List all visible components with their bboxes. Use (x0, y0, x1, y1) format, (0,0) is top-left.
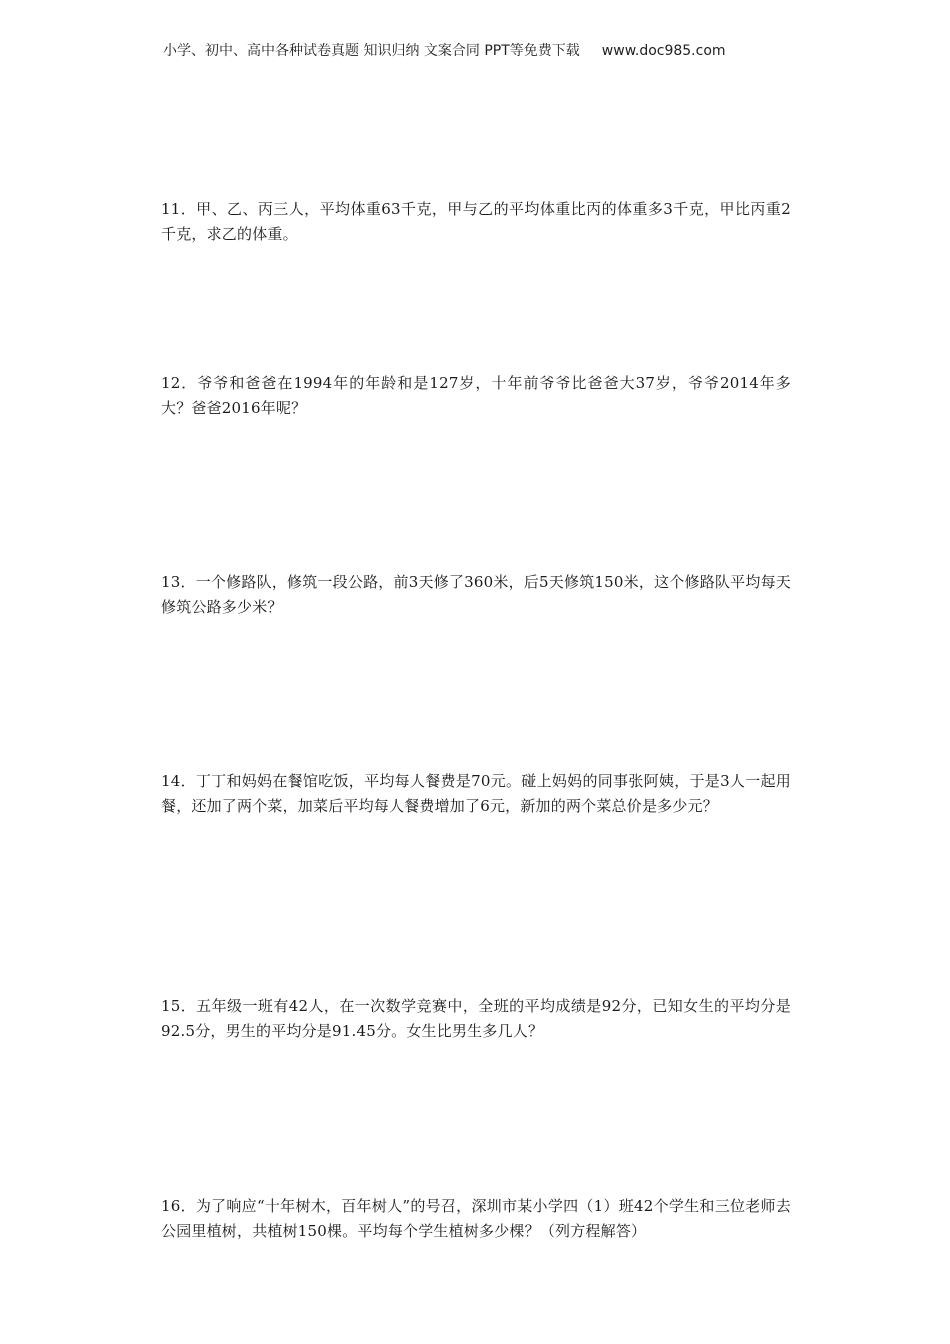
question-text: 爷爷和爸爸在1994年的年龄和是127岁，十年前爷爷比爸爸大37岁，爷爷2014年多大？爸爸2016年呢？ (161, 374, 792, 417)
question-text: 丁丁和妈妈在餐馆吃饭，平均每人餐费是70元。碰上妈妈的同事张阿姨，于是3人一起用餐，还加了两个菜，加菜后平均每人餐费增加了6元，新加的两个菜总价是多少元？ (161, 772, 791, 815)
question-text: 甲、乙、丙三人，平均体重63千克，甲与乙的平均体重比丙的体重多3千克，甲比丙重2千克，求乙的体重。 (161, 200, 792, 243)
question-11 (161, 197, 791, 247)
question-number: 12． (161, 374, 198, 392)
page-header (163, 40, 803, 60)
question-15 (161, 994, 791, 1044)
question-number: 15． (161, 997, 197, 1015)
question-text: 为了响应“十年树木，百年树人”的号召，深圳市某小学四（1）班42个学生和三位老师去公园里植树，共植树150棵。平均每个学生植树多少棵？（列方程解答） (161, 1197, 792, 1240)
question-13 (161, 570, 791, 620)
question-number: 16． (161, 1197, 196, 1215)
question-number: 14． (161, 772, 196, 790)
question-16 (161, 1194, 791, 1244)
question-text: 一个修路队，修筑一段公路，前3天修了360米，后5天修筑150米，这个修路队平均每天修筑公路多少米？ (161, 573, 791, 616)
question-12 (161, 371, 791, 421)
question-number: 13． (161, 573, 196, 591)
header-site-link[interactable]: www.doc985.com (601, 43, 726, 59)
question-number: 11． (161, 200, 197, 218)
question-14 (161, 769, 791, 819)
question-text: 五年级一班有42人，在一次数学竞赛中，全班的平均成绩是92分，已知女生的平均分是92.5分，男生的平均分是91.45分。女生比男生多几人？ (161, 997, 791, 1040)
header-text: 小学、初中、高中各种试卷真题 知识归纳 文案合同 PPT等免费下载 (163, 43, 580, 59)
